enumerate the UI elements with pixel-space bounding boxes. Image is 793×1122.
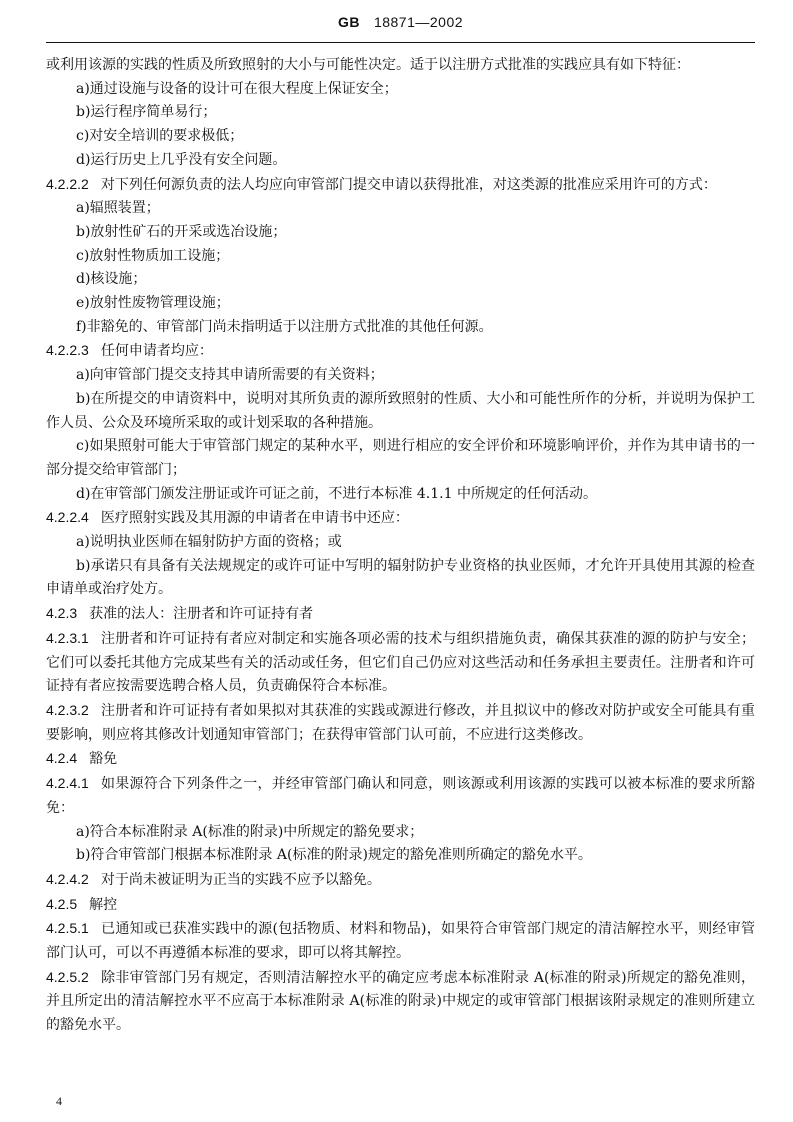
list-item: f)非豁免的、审管部门尚未指明适于以注册方式批准的其他任何源。: [76, 318, 493, 335]
clause: [46, 772, 755, 820]
clause: [46, 966, 755, 1038]
clause-text: 除非审管部门另有规定，否则清洁解控水平的确定应考虑本标准附录 A(标准的附录)所规定的豁免准则，并且所定出的清洁解控水平不应高于本标准附录 A(标准的附录)中规定的或审管部门根据该附录规定的准则所建立的豁免水平。: [46, 969, 755, 1034]
list-item: a)通过设施与设备的设计可在很大程度上保证安全；: [76, 80, 398, 97]
clause-text: 任何申请者均应：: [100, 343, 213, 360]
clause-number: 4.2.4: [46, 750, 78, 767]
list-item: a)辐照装置；: [76, 200, 160, 217]
list-item: b)在所提交的申请资料中，说明对其所负责的源所致照射的性质、大小和可能性所作的分析，并说明为保护工作人员、公众及环境所采取的或计划采取的各种措施。: [46, 390, 755, 431]
list-item: b)符合审管部门根据本标准附录 A(标准的附录)规定的豁免准则所确定的豁免水平。: [76, 847, 592, 864]
page-number: 4: [56, 1094, 62, 1108]
document-body: [46, 54, 755, 1038]
list-item: b)运行程序简单易行；: [76, 104, 217, 121]
clause-number: 4.2.5: [46, 895, 78, 912]
clause-number: 4.2.4.2: [46, 870, 89, 887]
clause: [46, 699, 755, 747]
page-header: [46, 14, 755, 30]
list-item: c)如果照射可能大于审管部门规定的某种水平，则进行相应的安全评价和环境影响评价，并作为其申请书的一部分提交给审管部门；: [46, 438, 755, 478]
list-item: d)在审管部门颁发注册证或许可证之前，不进行本标准 4.1.1 中所规定的任何活动。: [76, 485, 597, 502]
section-heading: [46, 602, 755, 627]
clause: [46, 868, 755, 893]
clause-text: 如果源符合下列条件之一，并经审管部门确认和同意，则该源或利用该源的实践可以被本标准的要求所豁免：: [46, 776, 755, 816]
clause-number: 4.2.2.2: [46, 175, 89, 192]
clause-text: 对下列任何源负责的法人均应向审管部门提交申请以获得批准，对这类源的批准应采用许可的方式：: [100, 176, 717, 193]
clause-number: 4.2.5.2: [46, 968, 89, 985]
clause-text: 对于尚未被证明为正当的实践不应予以豁免。: [100, 871, 381, 888]
list-item: a)符合本标准附录 A(标准的附录)中所规定的豁免要求；: [76, 823, 424, 840]
list-item: d)运行历史上几乎没有安全问题。: [76, 151, 287, 168]
clause: [46, 339, 755, 364]
clause-text: 解控: [89, 896, 118, 913]
clause-number: 4.2.4.1: [46, 775, 89, 792]
list-item: c)放射性物质加工设施；: [76, 247, 230, 264]
clause: [46, 627, 755, 699]
clause-text: 医疗照射实践及其用源的申请者在申请书中还应：: [100, 510, 409, 527]
clause-number: 4.2.2.3: [46, 342, 89, 359]
clause: [46, 173, 755, 198]
clause-number: 4.2.3.2: [46, 701, 89, 718]
standard-number: 18871—2002: [373, 14, 464, 30]
section-heading: [46, 747, 755, 772]
clause-number: 4.2.3.1: [46, 629, 89, 646]
list-item: a)向审管部门提交支持其申请所需要的有关资料；: [76, 367, 384, 384]
list-item: a)说明执业医师在辐射防护方面的资格；或: [76, 534, 342, 551]
clause-text: 获准的法人：注册者和许可证持有者: [89, 606, 314, 623]
list-item: b)放射性矿石的开采或选冶设施；: [76, 223, 287, 240]
clause-number: 4.2.2.4: [46, 509, 89, 526]
clause: [46, 506, 755, 531]
paragraph: 或利用该源的实践的性质及所致照射的大小与可能性决定。适于以注册方式批准的实践应具有如下特征：: [46, 57, 690, 73]
list-item: d)核设施；: [76, 271, 147, 288]
list-item: b)承诺只有具备有关法规规定的或许可证中写明的辐射防护专业资格的执业医师，才允许开具使用其源的检查申请单或治疗处方。: [46, 557, 755, 598]
clause-number: 4.2.5.1: [46, 920, 89, 937]
standard-code: GB: [337, 14, 360, 30]
clause-number: 4.2.3: [46, 605, 78, 622]
clause: [46, 917, 755, 965]
clause-text: 注册者和许可证持有者应对制定和实施各项必需的技术与组织措施负责，确保其获准的源的防护与安全；它们可以委托其他方完成某些有关的活动或任务，但它们自己仍应对这些活动和任务承担主要责任。注册者和许可证持有者应按需要选聘合格人员，负责确保符合本标准。: [46, 630, 755, 695]
section-heading: [46, 893, 755, 918]
list-item: e)放射性废物管理设施；: [76, 295, 230, 312]
clause-text: 豁免: [89, 751, 118, 768]
clause-text: 已通知或已获准实践中的源(包括物质、材料和物品)，如果符合审管部门规定的清洁解控水平，则经审管部门认可，可以不再遵循本标准的要求，即可以将其解控。: [46, 921, 755, 962]
header-rule: [46, 42, 755, 43]
list-item: c)对安全培训的要求极低；: [76, 128, 244, 145]
clause-text: 注册者和许可证持有者如果拟对其获准的实践或源进行修改，并且拟议中的修改对防护或安全可能具有重要影响，则应将其修改计划通知审管部门；在获得审管部门认可前，不应进行这类修改。: [46, 702, 755, 743]
